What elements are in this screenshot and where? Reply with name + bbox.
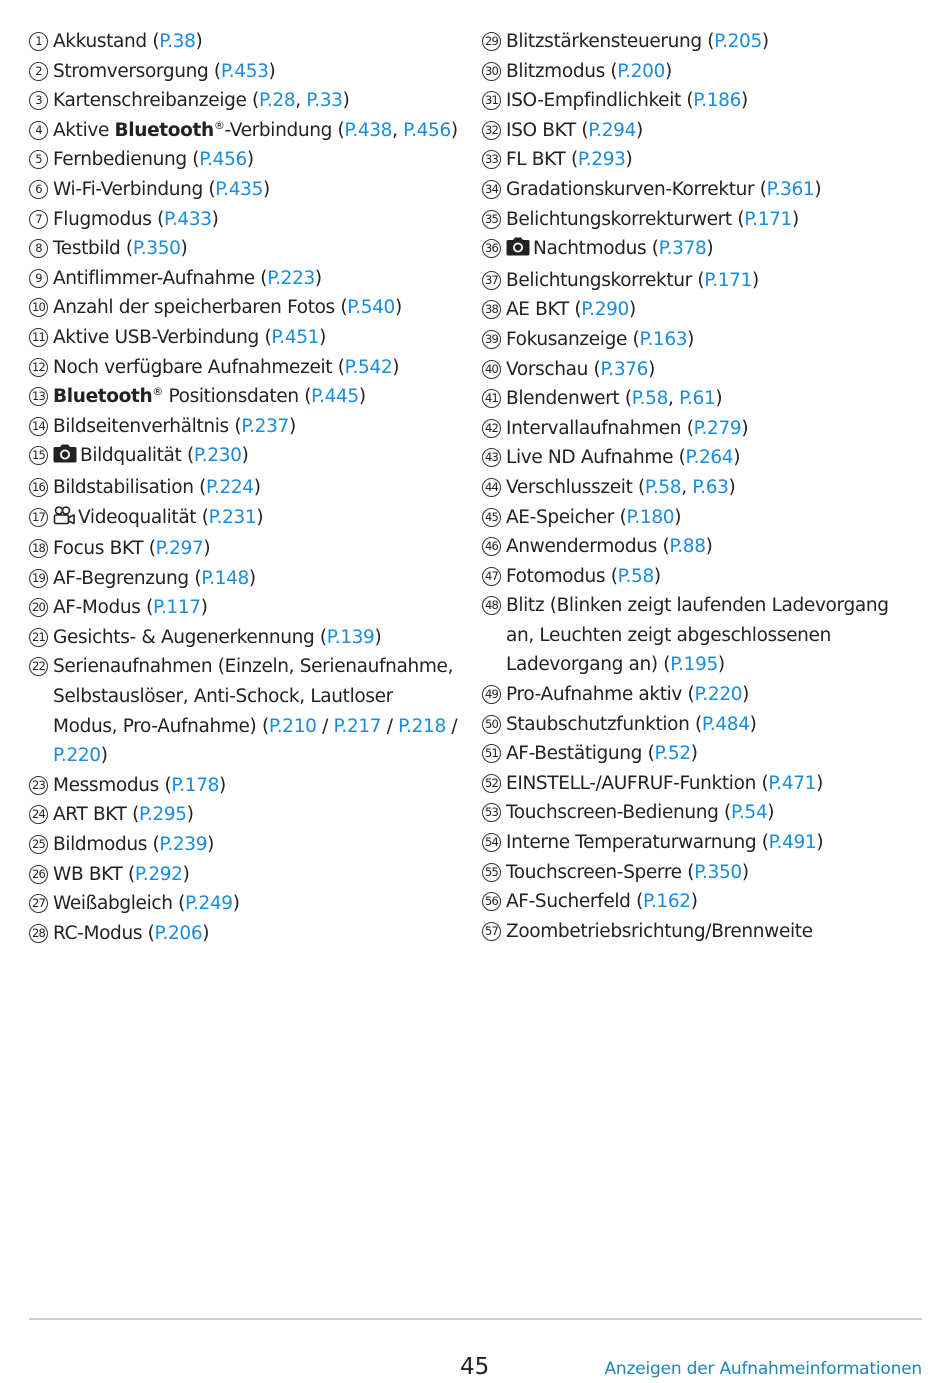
- item-label: Blitzstärkensteuerung: [506, 31, 702, 52]
- list-item: 47 Fotomodus (P.58): [482, 562, 922, 592]
- page-ref-link[interactable]: P.218: [398, 715, 446, 737]
- item-number-badge: 41: [482, 389, 501, 408]
- page-ref-link[interactable]: P.186: [693, 90, 742, 112]
- list-item: 6 Wi-Fi-Verbindung (P.435): [29, 175, 459, 205]
- item-number-badge: 36: [482, 239, 501, 258]
- page-ref-link[interactable]: P.171: [744, 208, 792, 230]
- page-ref-link[interactable]: P.28: [258, 90, 296, 112]
- item-number-badge: 6: [29, 180, 48, 199]
- item-label: ISO-Empfindlichkeit: [506, 90, 681, 112]
- page-ref-link[interactable]: P.542: [344, 356, 393, 378]
- item-number-badge: 17: [29, 508, 48, 527]
- page-ref-link[interactable]: P.484: [701, 713, 750, 735]
- item-label: Aktive USB-Verbindung: [53, 326, 259, 348]
- item-number-badge: 56: [482, 892, 501, 911]
- item-label: Touchscreen-Sperre: [506, 861, 682, 883]
- ref-separator: /: [316, 715, 334, 737]
- list-item: [482, 917, 922, 947]
- item-number-badge: 47: [482, 567, 501, 586]
- item-label: AF-Begrenzung: [53, 567, 189, 589]
- page-ref-link[interactable]: P.171: [704, 269, 752, 291]
- footer-divider: [29, 1318, 922, 1320]
- bluetooth-label: Bluetooth: [114, 119, 214, 141]
- page-ref-link[interactable]: P.292: [134, 863, 183, 885]
- page-ref-link[interactable]: P.117: [152, 597, 201, 619]
- item-number-badge: 33: [482, 150, 501, 169]
- item-label: RC-Modus: [53, 922, 143, 944]
- list-item: 51 AF-Bestätigung (P.52): [482, 739, 922, 769]
- item-number-badge: 13: [29, 387, 48, 406]
- item-label: Staubschutzfunktion: [506, 713, 690, 735]
- list-item: 2 Stromversorgung (P.453): [29, 57, 459, 87]
- list-item: 10 Anzahl der speicherbaren Fotos (P.540): [29, 293, 459, 323]
- page-ref-link[interactable]: P.231: [208, 506, 257, 528]
- page-ref-link[interactable]: P.195: [670, 654, 718, 676]
- item-label: AF-Modus: [53, 597, 141, 619]
- list-item: 29 Blitzstärkensteuerung (P.205): [482, 27, 922, 57]
- item-number-badge: 54: [482, 833, 501, 852]
- item-label: Gesichts- & Augenerkennung: [53, 626, 315, 648]
- list-item: 36 Nachtmodus (P.378): [482, 234, 922, 266]
- item-number-badge: 18: [29, 539, 48, 558]
- list-item: 41 Blendenwert (P.58, P.61): [482, 384, 922, 414]
- item-number-badge: 11: [29, 328, 48, 347]
- item-label: Bildseitenverhältnis: [53, 415, 229, 437]
- page-ref-link[interactable]: P.491: [768, 832, 817, 854]
- list-item: 56 AF-Sucherfeld (P.162): [482, 887, 922, 917]
- page-ref-link[interactable]: P.88: [669, 536, 706, 558]
- item-label: EINSTELL-/AUFRUF-Funktion: [506, 772, 756, 794]
- item-number-badge: 20: [29, 598, 48, 617]
- list-item: 14 Bildseitenverhältnis (P.237): [29, 412, 459, 442]
- item-number-badge: 5: [29, 150, 48, 169]
- item-number-badge: 38: [482, 300, 501, 319]
- item-label: Kartenschreibanzeige: [53, 90, 247, 112]
- registered-mark: ®: [213, 118, 225, 132]
- item-label: Noch verfügbare Aufnahmezeit: [53, 356, 333, 378]
- page-ref-link[interactable]: P.453: [220, 60, 269, 82]
- item-label: Touchscreen-Bedienung: [506, 802, 719, 824]
- page-ref-link[interactable]: P.350: [132, 238, 181, 260]
- page-ref-link[interactable]: P.435: [215, 178, 264, 200]
- list-item: 39 Fokusanzeige (P.163): [482, 325, 922, 355]
- list-item: 12 Noch verfügbare Aufnahmezeit (P.542): [29, 353, 459, 383]
- page-ref-link[interactable]: P.223: [267, 267, 315, 289]
- page-ref-link[interactable]: P.38: [159, 31, 196, 52]
- list-item: 46 Anwendermodus (P.88): [482, 532, 922, 562]
- page-ref-link[interactable]: P.239: [159, 834, 208, 856]
- page-ref-link[interactable]: P.206: [154, 922, 203, 944]
- list-item: 43 Live ND Aufnahme (P.264): [482, 443, 922, 473]
- item-label: Interne Temperaturwarnung: [506, 832, 757, 854]
- page-ref-link[interactable]: P.237: [241, 415, 289, 437]
- page-ref-link[interactable]: P.293: [577, 149, 626, 171]
- page-ref-link[interactable]: P.540: [347, 297, 395, 319]
- list-item: 28 RC-Modus (P.206): [29, 919, 459, 949]
- page-ref-link[interactable]: P.224: [205, 476, 254, 498]
- page-ref-link[interactable]: P.220: [694, 684, 743, 706]
- item-label: Anwendermodus: [506, 536, 657, 558]
- list-item: 45 AE-Speicher (P.180): [482, 503, 922, 533]
- item-number-badge: 12: [29, 358, 48, 377]
- item-number-badge: 4: [29, 121, 48, 140]
- item-number-badge: 29: [482, 32, 501, 51]
- page-ref-link[interactable]: P.451: [271, 326, 320, 348]
- list-item: 18 Focus BKT (P.297): [29, 534, 459, 564]
- list-item: 30 Blitzmodus (P.200): [482, 57, 922, 87]
- item-label: Messmodus: [53, 774, 159, 796]
- list-item: 52 EINSTELL-/AUFRUF-Funktion (P.471): [482, 769, 922, 799]
- item-label: Blendenwert: [506, 388, 620, 410]
- ref-separator: /: [445, 715, 458, 737]
- page-ref-link[interactable]: P.61: [679, 388, 716, 410]
- registered-mark: ®: [152, 384, 163, 398]
- page-ref-link[interactable]: P.361: [766, 178, 815, 200]
- list-item: 32 ISO BKT (P.294): [482, 116, 922, 146]
- page-ref-link[interactable]: P.178: [171, 774, 220, 796]
- item-number-badge: 2: [29, 62, 48, 81]
- item-label: Belichtungskorrekturwert: [506, 208, 732, 230]
- item-number-badge: 27: [29, 894, 48, 913]
- item-number-badge: 39: [482, 330, 501, 349]
- item-number-badge: 55: [482, 863, 501, 882]
- item-label: Anzahl der speicherbaren Fotos: [53, 297, 335, 319]
- page-ref-link[interactable]: P.297: [155, 538, 204, 560]
- item-label: Nachtmodus: [533, 238, 647, 260]
- item-number-badge: 14: [29, 417, 48, 436]
- item-label: Stromversorgung: [53, 60, 209, 82]
- item-label: Zoombetriebsrichtung/Brennweite: [506, 920, 813, 942]
- item-label: Serienaufnahmen (Einzeln, Serienaufnahme, Selbstauslöser, Anti-Schock, Lautloser Modus, Pro-Aufnahme): [53, 656, 454, 737]
- page-ref-link[interactable]: P.350: [694, 861, 742, 883]
- item-label: Fernbedienung: [53, 149, 187, 171]
- list-item: 24 ART BKT (P.295): [29, 800, 459, 830]
- list-item: 3 Kartenschreibanzeige (P.28, P.33): [29, 86, 459, 116]
- list-item: 38 AE BKT (P.290): [482, 295, 922, 325]
- page-ref-link[interactable]: P.200: [617, 60, 666, 82]
- item-label: AE-Speicher: [506, 506, 615, 528]
- list-item: 37 Belichtungskorrektur (P.171): [482, 266, 922, 296]
- list-item: 49 Pro-Aufnahme aktiv (P.220): [482, 680, 922, 710]
- page-ref-link[interactable]: P.58: [644, 476, 682, 498]
- page-ref-link[interactable]: P.295: [139, 804, 187, 826]
- item-number-badge: 45: [482, 508, 501, 527]
- list-item: 50 Staubschutzfunktion (P.484): [482, 710, 922, 740]
- item-label: Focus BKT: [53, 538, 144, 560]
- page-ref-link[interactable]: P.294: [588, 119, 637, 141]
- page-ref-link[interactable]: P.54: [730, 802, 768, 824]
- page-ref-link[interactable]: P.249: [184, 893, 233, 915]
- list-item: 26 WB BKT (P.292): [29, 860, 459, 890]
- item-number-badge: 40: [482, 360, 501, 379]
- item-number-badge: 1: [29, 32, 48, 51]
- item-number-badge: 50: [482, 715, 501, 734]
- page-ref-link[interactable]: P.139: [326, 626, 375, 648]
- right-item-list: [482, 27, 922, 946]
- item-number-badge: 25: [29, 835, 48, 854]
- item-number-badge: 22: [29, 657, 48, 676]
- item-label: Fotomodus: [506, 565, 606, 587]
- item-label: Bildqualität: [80, 445, 182, 467]
- movie-camera-icon: [53, 505, 75, 535]
- item-number-badge: 35: [482, 210, 501, 229]
- item-number-badge: 52: [482, 774, 501, 793]
- list-item: 54 Interne Temperaturwarnung (P.491): [482, 828, 922, 858]
- page-ref-link[interactable]: P.279: [693, 417, 742, 439]
- item-label: WB BKT: [53, 863, 123, 885]
- page-ref-link[interactable]: P.220: [53, 745, 101, 767]
- list-item: 20 AF-Modus (P.117): [29, 593, 459, 623]
- item-label: AF-Sucherfeld: [506, 891, 631, 913]
- item-number-badge: 31: [482, 91, 501, 110]
- section-title[interactable]: Anzeigen der Aufnahmeinformationen: [604, 1359, 922, 1379]
- page-ref-link[interactable]: P.58: [617, 565, 654, 587]
- page-ref-link[interactable]: P.230: [193, 445, 242, 467]
- page-ref-link[interactable]: P.438: [344, 119, 393, 141]
- list-item: 19 AF-Begrenzung (P.148): [29, 564, 459, 594]
- item-label: Videoqualität: [78, 506, 197, 528]
- item-number-badge: 46: [482, 537, 501, 556]
- page-ref-link[interactable]: P.205: [714, 31, 762, 52]
- list-item: 13 Bluetooth® Positionsdaten (P.445): [29, 382, 459, 412]
- list-item: 16 Bildstabilisation (P.224): [29, 473, 459, 503]
- list-item: 35 Belichtungskorrekturwert (P.171): [482, 205, 922, 235]
- item-number-badge: 3: [29, 91, 48, 110]
- item-number-badge: 32: [482, 121, 501, 140]
- list-item: 5 Fernbedienung (P.456): [29, 145, 459, 175]
- item-label: Intervallaufnahmen: [506, 417, 682, 439]
- item-label: FL BKT: [506, 149, 566, 171]
- page-ref-link[interactable]: P.445: [311, 386, 359, 408]
- item-number-badge: 57: [482, 922, 501, 941]
- item-label: Belichtungskorrektur: [506, 269, 692, 291]
- item-number-badge: 24: [29, 805, 48, 824]
- item-label: Bildmodus: [53, 834, 148, 856]
- bluetooth-label: Bluetooth: [53, 386, 153, 408]
- item-number-badge: 19: [29, 569, 48, 588]
- list-item: 4 Aktive Bluetooth®-Verbindung (P.438, P.456): [29, 116, 459, 146]
- list-item: 15 Bildqualität (P.230): [29, 441, 459, 473]
- list-item: 11 Aktive USB-Verbindung (P.451): [29, 323, 459, 353]
- list-item: 17 Videoqualität (P.231): [29, 503, 459, 535]
- item-number-badge: 43: [482, 448, 501, 467]
- item-label: -Verbindung: [224, 119, 332, 141]
- item-number-badge: 8: [29, 239, 48, 258]
- item-number-badge: 21: [29, 628, 48, 647]
- item-label: Live ND Aufnahme: [506, 447, 674, 469]
- item-label: Positionsdaten: [162, 386, 299, 408]
- page-ref-link[interactable]: P.217: [333, 715, 382, 737]
- item-label: Weißabgleich: [53, 893, 173, 915]
- list-item: 21 Gesichts- & Augenerkennung (P.139): [29, 623, 459, 653]
- page-ref-link[interactable]: P.163: [639, 328, 688, 350]
- item-number-badge: 26: [29, 865, 48, 884]
- list-item: 23 Messmodus (P.178): [29, 771, 459, 801]
- list-item: 40 Vorschau (P.376): [482, 355, 922, 385]
- camera-icon: [53, 443, 77, 473]
- item-label: Vorschau: [506, 358, 588, 380]
- item-label: Blitz (Blinken zeigt laufenden Ladevorgang an, Leuchten zeigt abgeschlossenen Ladevorgang an): [506, 595, 889, 676]
- item-number-badge: 10: [29, 298, 48, 317]
- list-item: 8 Testbild (P.350): [29, 234, 459, 264]
- list-item: 1 Akkustand (P.38): [29, 27, 459, 57]
- item-label: Gradationskurven-Korrektur: [506, 178, 755, 200]
- item-label: Verschlusszeit: [506, 476, 633, 498]
- list-item: 9 Antiflimmer-Aufnahme (P.223): [29, 264, 459, 294]
- page-ref-link[interactable]: P.210: [268, 715, 317, 737]
- list-item: 34 Gradationskurven-Korrektur (P.361): [482, 175, 922, 205]
- item-label: Fokusanzeige: [506, 328, 628, 350]
- item-number-badge: 30: [482, 62, 501, 81]
- page-number: 45: [460, 1354, 490, 1380]
- page-ref-link[interactable]: P.52: [654, 743, 691, 765]
- camera-icon: [506, 236, 530, 266]
- page-ref-link[interactable]: P.376: [600, 358, 649, 380]
- item-number-badge: 16: [29, 478, 48, 497]
- page-ref-link[interactable]: P.264: [685, 447, 734, 469]
- list-item: 31 ISO-Empfindlichkeit (P.186): [482, 86, 922, 116]
- left-item-list: [29, 27, 459, 948]
- item-label: Blitzmodus: [506, 60, 605, 82]
- item-label: Flugmodus: [53, 208, 152, 230]
- item-number-badge: 34: [482, 180, 501, 199]
- list-item: 22 Serienaufnahmen (Einzeln, Serienaufnahme, Selbstauslöser, Anti-Schock, Lautloser Modus, Pro-Aufnahme) (P.210 / P.217 / P.218 / P.220): [29, 652, 459, 770]
- list-item: 27 Weißabgleich (P.249): [29, 889, 459, 919]
- page-ref-link[interactable]: P.33: [306, 90, 343, 112]
- list-item: 48 Blitz (Blinken zeigt laufenden Ladevorgang an, Leuchten zeigt abgeschlossenen Ladevorgang an) (P.195): [482, 591, 922, 680]
- item-number-badge: 42: [482, 419, 501, 438]
- item-number-badge: 37: [482, 271, 501, 290]
- item-label: Pro-Aufnahme aktiv: [506, 684, 683, 706]
- item-number-badge: 49: [482, 685, 501, 704]
- item-number-badge: 23: [29, 776, 48, 795]
- item-number-badge: 15: [29, 446, 48, 465]
- item-label: Antiflimmer-Aufnahme: [53, 267, 255, 289]
- page-ref-link[interactable]: P.58: [631, 388, 669, 410]
- page-ref-link[interactable]: P.148: [201, 567, 249, 589]
- page-ref-link[interactable]: P.456: [199, 149, 247, 171]
- item-number-badge: 9: [29, 269, 48, 288]
- item-label: ART BKT: [53, 804, 127, 826]
- list-item: 53 Touchscreen-Bedienung (P.54): [482, 798, 922, 828]
- item-label-prefix: Aktive: [53, 119, 115, 141]
- item-number-badge: 51: [482, 744, 501, 763]
- page-ref-link[interactable]: P.162: [642, 891, 691, 913]
- list-item: 25 Bildmodus (P.239): [29, 830, 459, 860]
- item-number-badge: 44: [482, 478, 501, 497]
- page-ref-link[interactable]: P.63: [692, 476, 729, 498]
- list-item: 44 Verschlusszeit (P.58, P.63): [482, 473, 922, 503]
- list-item: 55 Touchscreen-Sperre (P.350): [482, 858, 922, 888]
- page-ref-link[interactable]: P.456: [403, 119, 451, 141]
- page-ref-link[interactable]: P.471: [768, 772, 817, 794]
- item-label: ISO BKT: [506, 119, 576, 141]
- item-label: AE BKT: [506, 299, 569, 321]
- item-number-badge: 53: [482, 803, 501, 822]
- item-number-badge: 7: [29, 210, 48, 229]
- item-label: Bildstabilisation: [53, 476, 194, 498]
- list-item: 42 Intervallaufnahmen (P.279): [482, 414, 922, 444]
- item-label: AF-Bestätigung: [506, 743, 643, 765]
- ref-separator: /: [381, 715, 399, 737]
- item-label: Akkustand: [53, 31, 147, 52]
- list-item: 33 FL BKT (P.293): [482, 145, 922, 175]
- page-ref-link[interactable]: P.433: [163, 208, 212, 230]
- item-number-badge: 48: [482, 596, 501, 615]
- list-item: 7 Flugmodus (P.433): [29, 205, 459, 235]
- page-ref-link[interactable]: P.290: [581, 299, 629, 321]
- item-label: Wi-Fi-Verbindung: [53, 178, 203, 200]
- page-ref-link[interactable]: P.378: [658, 238, 707, 260]
- page-ref-link[interactable]: P.180: [626, 506, 675, 528]
- item-number-badge: 28: [29, 924, 48, 943]
- item-label: Testbild: [53, 238, 121, 260]
